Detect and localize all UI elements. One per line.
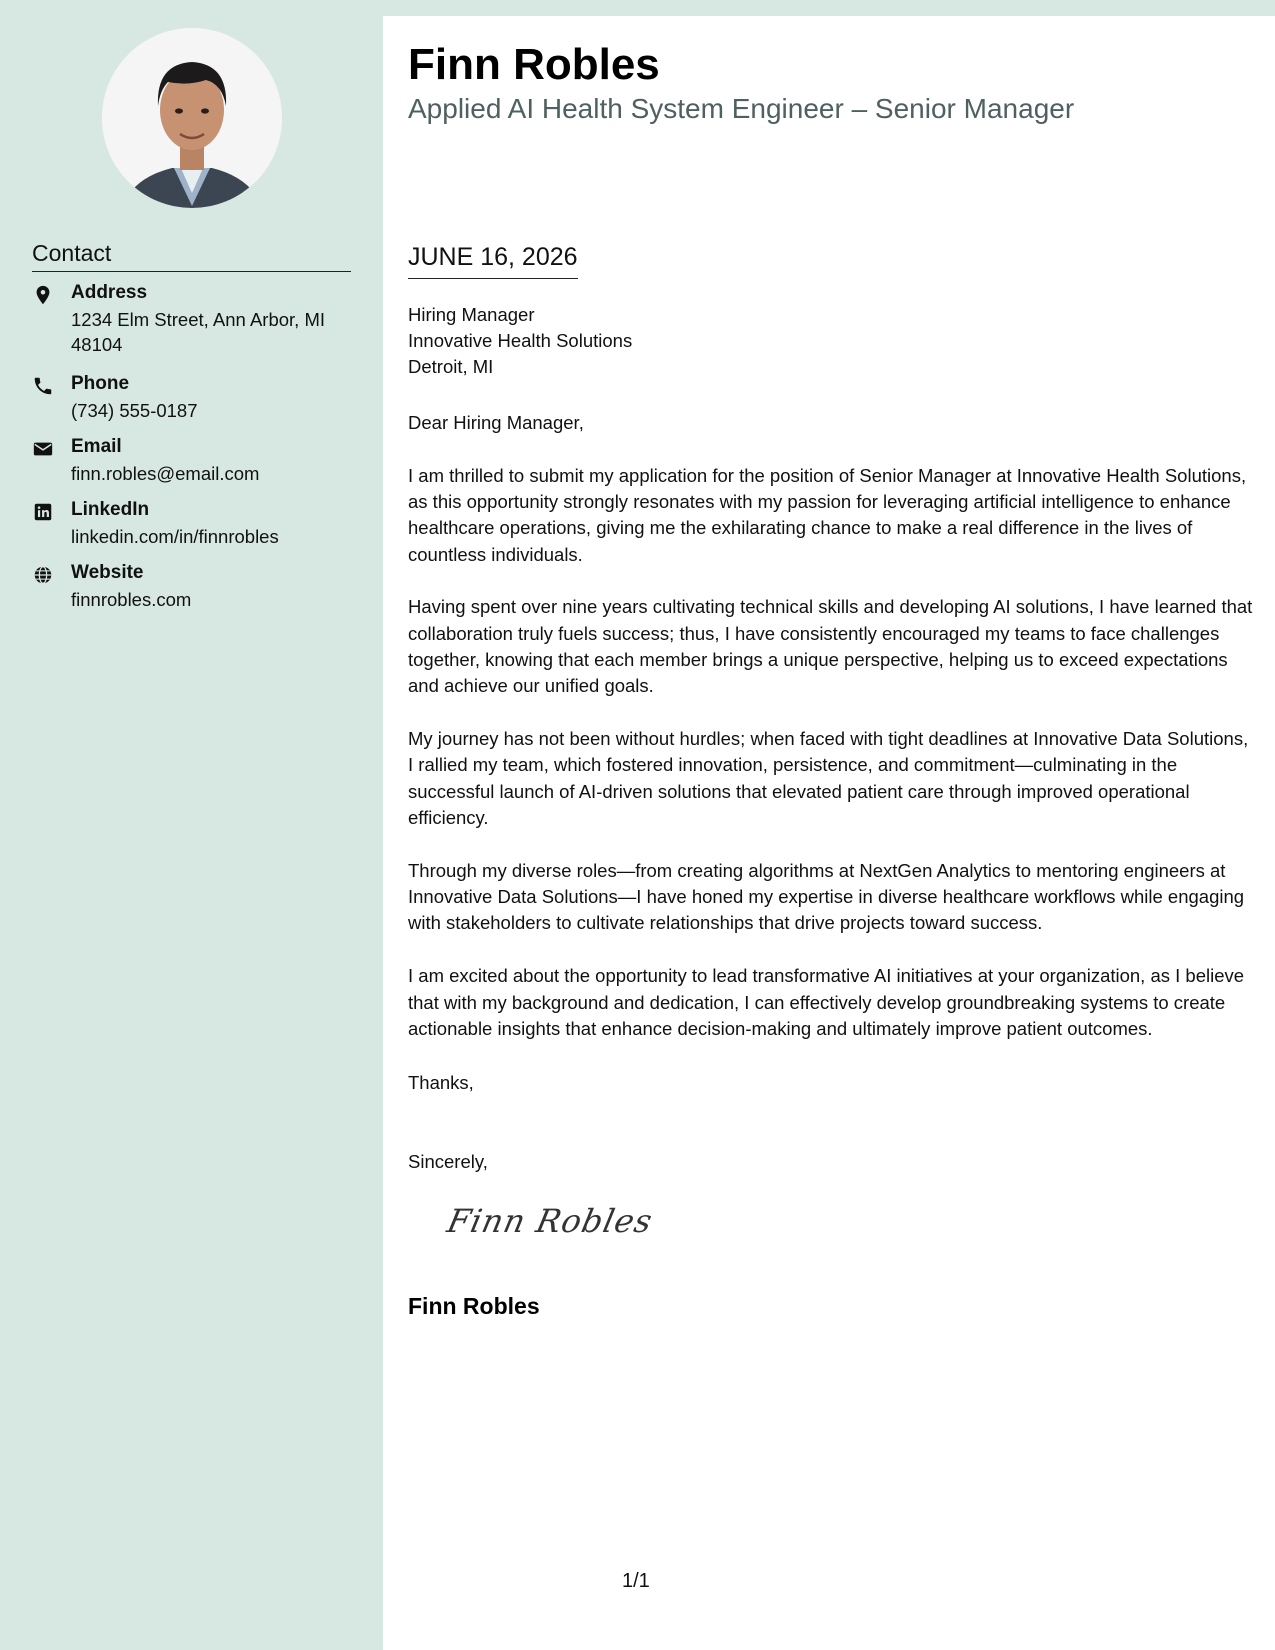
contact-website-label: Website [71,562,144,583]
avatar [102,28,282,208]
header-strip [383,0,1275,16]
contact-address-label: Address [71,282,148,303]
envelope-icon [32,438,54,460]
contact-address-value: 1234 Elm Street, Ann Arbor, MI 48104 [71,309,325,355]
applicant-title: Applied AI Health System Engineer – Senior Manager [408,93,1075,124]
letter-body [408,410,1253,1069]
contact-phone-value: (734) 555-0187 [71,400,198,421]
contact-email-value: finn.robles@email.com [71,463,260,484]
phone-icon [32,375,54,397]
linkedin-icon [32,501,54,523]
recipient-line: Hiring Manager [408,304,535,325]
handwritten-signature: Finn Robles [443,1202,657,1240]
body-paragraph: Having spent over nine years cultivating technical skills and developing AI solutions, I have learned that collaboration truly fuels success; thus, I have consistently encouraged my teams to face challenges together, knowing that each member brings a unique perspective, helping us to exceed expectations and achieve our unified goals. [408,596,1253,697]
map-pin-icon [32,284,54,306]
contact-phone-label: Phone [71,373,130,394]
profile-photo [102,28,282,208]
globe-icon [32,564,54,586]
closing-sincerely: Sincerely, [408,1151,488,1172]
signer-name: Finn Robles [408,1293,540,1319]
contact-heading: Contact [32,240,351,272]
body-paragraph: My journey has not been without hurdles; when faced with tight deadlines at Innovative Data Solutions, I rallied my team, which fostered innovation, persistence, and commitment—culminating in the successful launch of AI-driven solutions that elevated patient care through improved operational efficiency. [408,728,1249,829]
contact-linkedin-value: linkedin.com/in/finnrobles [71,526,279,547]
body-paragraph: I am thrilled to submit my application for the position of Senior Manager at Innovative Health Solutions, as this opportunity strongly resonates with my passion for leveraging artificial intelligence to enhance healthcare operations, giving me the exhilarating chance to make a real difference in the lives of countless individuals. [408,464,1247,565]
contact-website-value: finnrobles.com [71,589,192,610]
recipient-block [408,302,632,380]
contact-linkedin-label: LinkedIn [71,499,150,520]
closing-thanks: Thanks, [408,1072,474,1093]
body-paragraph: Through my diverse roles—from creating algorithms at NextGen Analytics to mentoring engineers at Innovative Data Solutions—I have honed my expertise in diverse healthcare workflows while engaging with stakeholders to cultivate relationships that drive projects toward success. [408,859,1245,934]
body-paragraph: I am excited about the opportunity to lead transformative AI initiatives at your organization, as I believe that with my background and dedication, I can effectively develop groundbreaking systems to create actionable insights that enhance decision-making and ultimately improve patient outcomes. [408,965,1245,1039]
recipient-line: Detroit, MI [408,356,494,377]
contact-email-label: Email [71,436,122,457]
letter-date: JUNE 16, 2026 [408,243,578,279]
recipient-line: Innovative Health Solutions [408,330,633,351]
applicant-name: Finn Robles [408,40,660,89]
greeting: Dear Hiring Manager, [408,412,584,433]
page-number: 1/1 [622,1570,650,1592]
